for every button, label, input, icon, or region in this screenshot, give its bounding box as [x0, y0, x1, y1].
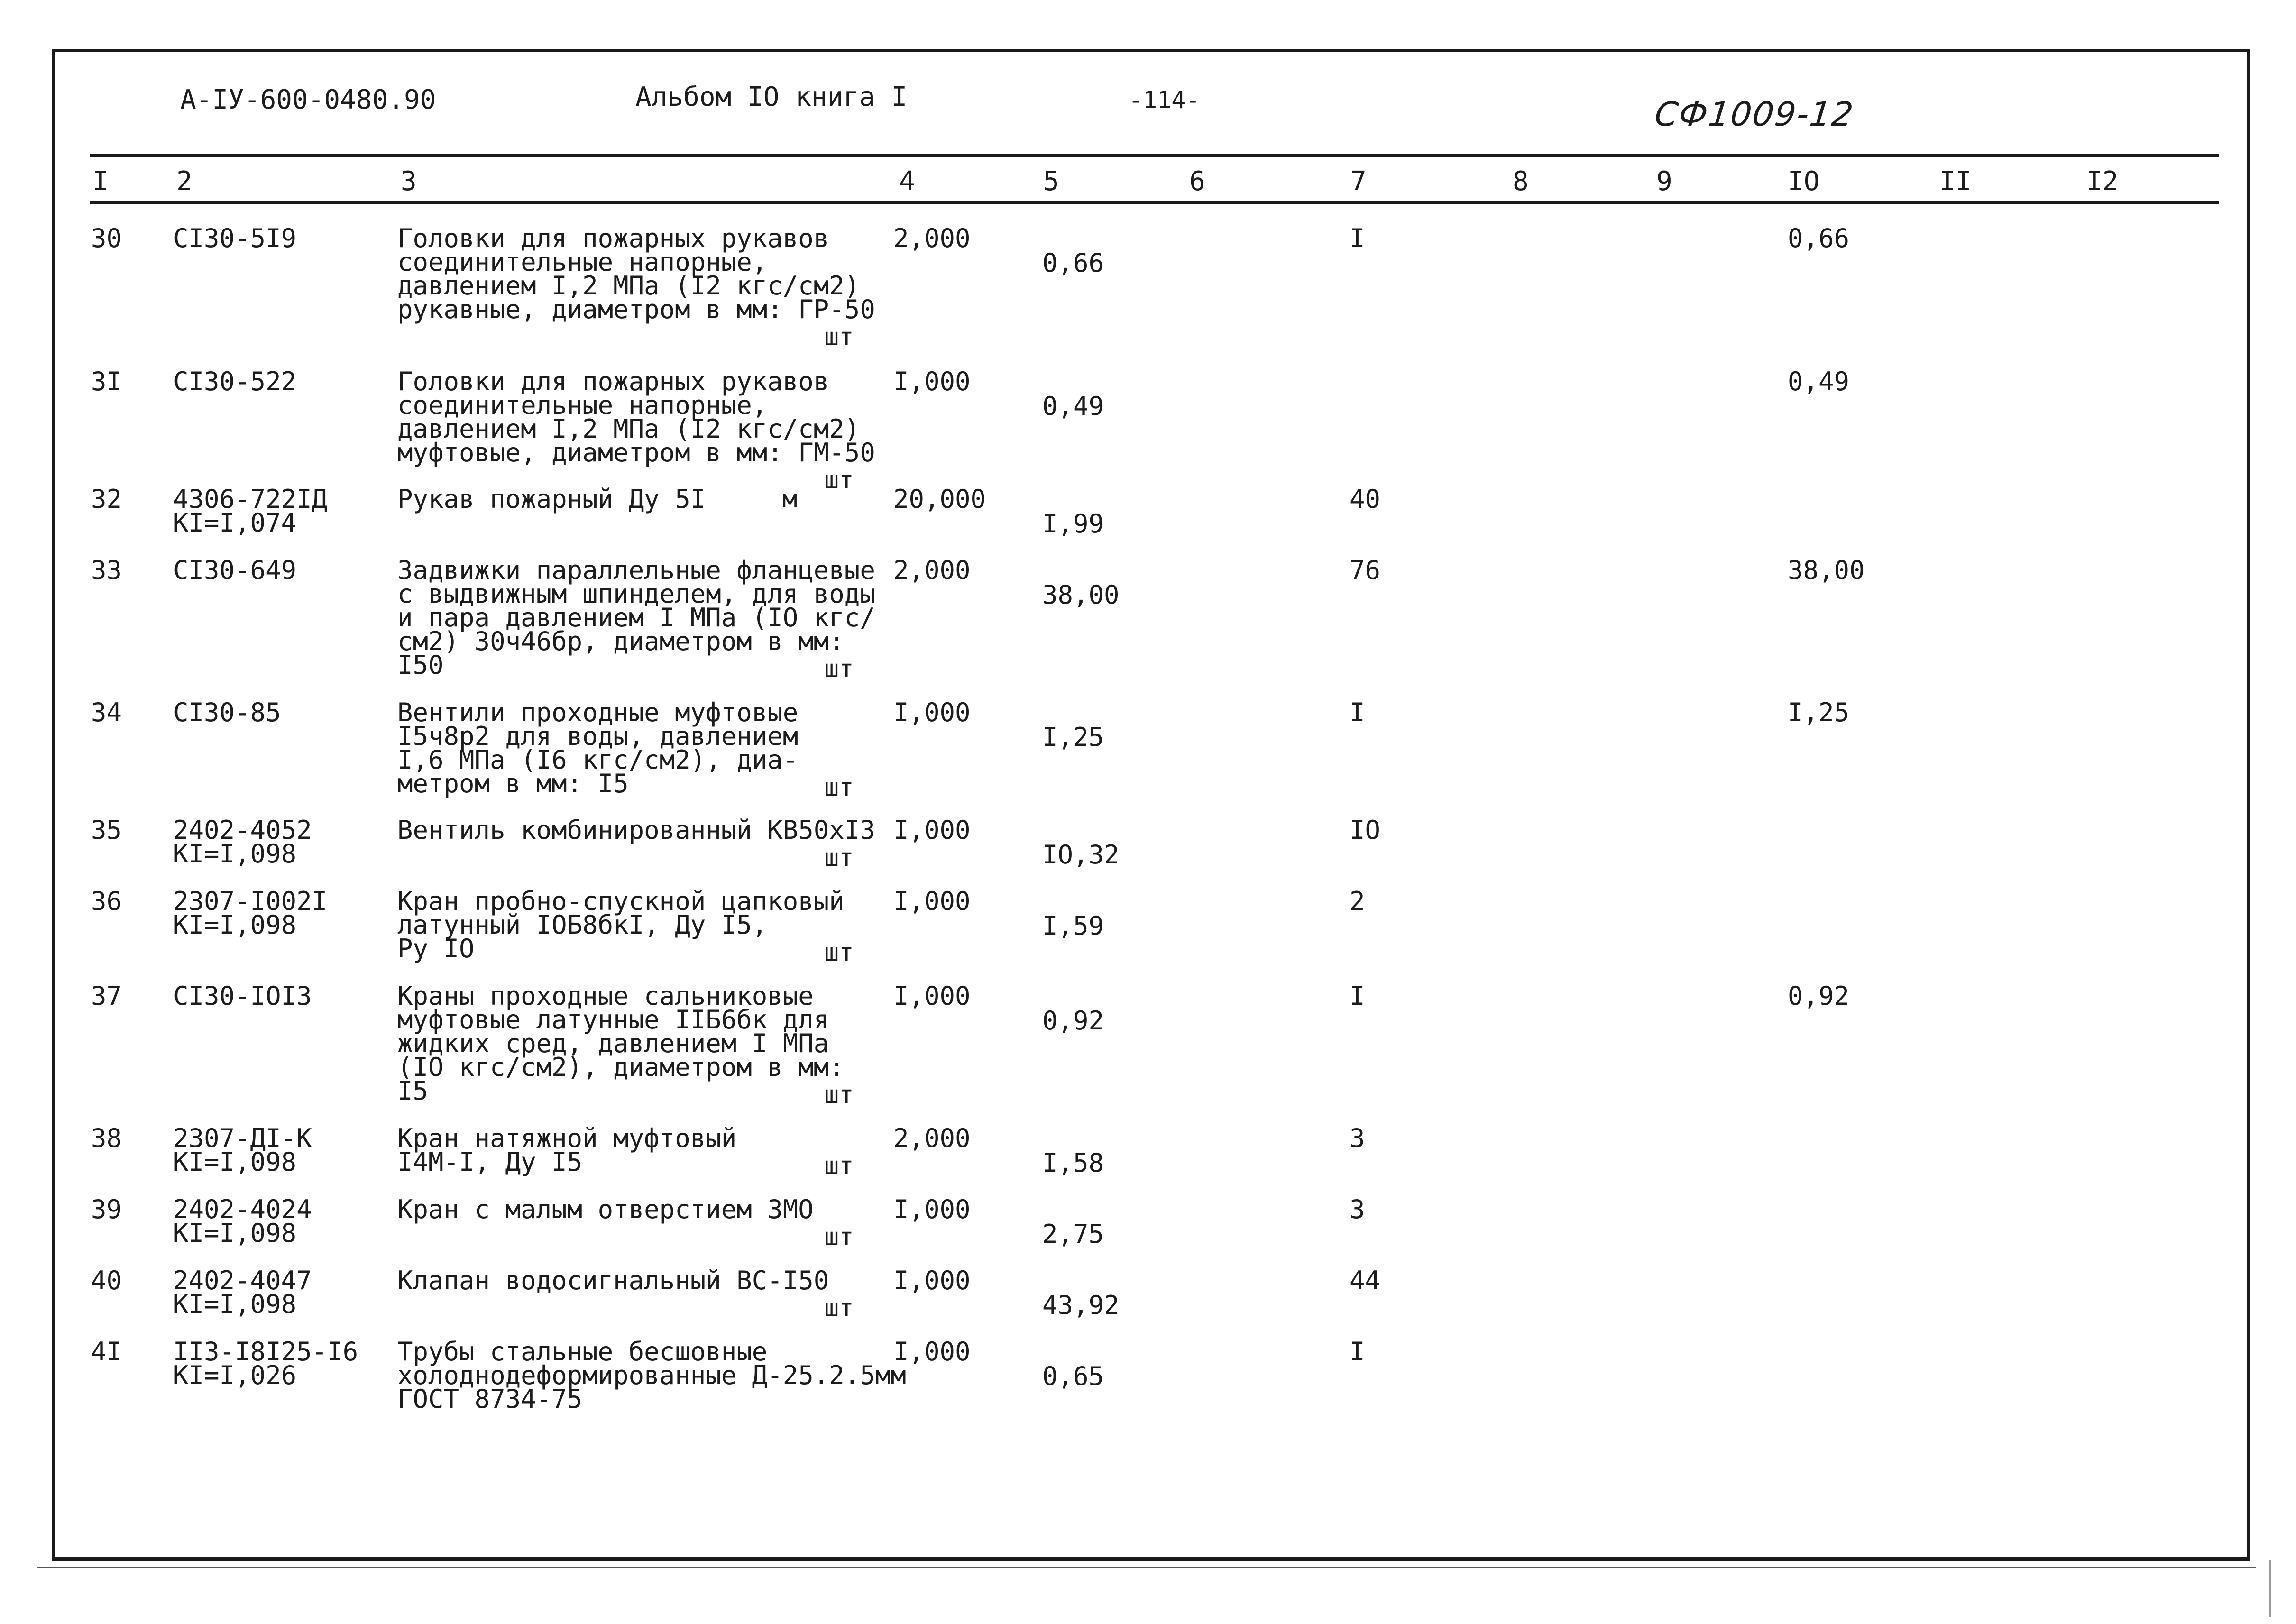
scan-edge — [37, 1567, 2256, 1568]
column-7-value: 76 — [1350, 555, 1381, 585]
column-7-value: I — [1350, 223, 1365, 253]
item-code: 2307-I002I KI=I,098 — [173, 886, 328, 940]
quantity: 2,000 — [893, 223, 971, 253]
column-5-value: 38,00 — [1042, 580, 1120, 610]
item-name: Рукав пожарный Ду 5I — [397, 484, 706, 514]
header-rule-bottom — [90, 201, 2219, 204]
column-5-value: 0,49 — [1042, 391, 1104, 421]
column-5-value: 0,66 — [1042, 248, 1104, 278]
column-number: 4 — [899, 166, 915, 197]
column-7-value: 3 — [1350, 1123, 1365, 1153]
item-unit: шт — [824, 1152, 854, 1180]
item-code: 2402-4052 KI=I,098 — [173, 815, 312, 869]
column-number: 5 — [1043, 166, 1059, 197]
item-code: 4306-722IД KI=I,074 — [173, 484, 328, 538]
column-5-value: 43,92 — [1042, 1290, 1120, 1320]
item-unit: шт — [824, 773, 854, 802]
column-10-value: 0,92 — [1788, 981, 1850, 1011]
scan-edge-vertical — [2269, 1560, 2271, 1617]
row-number: 30 — [91, 223, 122, 253]
item-unit: шт — [824, 655, 854, 683]
column-number: 7 — [1350, 166, 1367, 197]
column-7-value: IO — [1350, 815, 1381, 845]
item-name: Кран с малым отверстием 3МО — [397, 1194, 814, 1224]
quantity: I,000 — [893, 1194, 971, 1224]
column-10-value: 0,66 — [1788, 223, 1850, 253]
quantity: I,000 — [893, 981, 971, 1011]
column-5-value: 2,75 — [1042, 1219, 1104, 1249]
column-number: 6 — [1189, 166, 1205, 197]
item-name: Вентили проходные муфтовые I5ч8р2 для воды, давлением I,6 МПа (I6 кгс/см2), диа- метром в мм: I5 — [397, 697, 799, 798]
item-name: Головки для пожарных рукавов соединительные напорные, давлением I,2 МПа (I2 кгс/см2) рукавные, диаметром в мм: ГР-50 — [397, 223, 875, 324]
column-number: I2 — [2086, 166, 2119, 197]
header-rule-top — [90, 154, 2219, 157]
item-code: 2307-ДI-К KI=I,098 — [173, 1123, 312, 1177]
item-code: II3-I8I25-I6 KI=I,026 — [173, 1337, 358, 1390]
column-5-value: 0,92 — [1042, 1006, 1104, 1036]
item-name: Краны проходные сальниковые муфтовые латунные IIБ6бк для жидких сред, давлением I МПа (IO кгс/см2), диаметром в мм: I5 — [397, 981, 845, 1106]
column-7-value: 40 — [1350, 484, 1381, 514]
column-7-value: 2 — [1350, 886, 1365, 916]
item-name: Трубы стальные бесшовные холоднодеформированные Д-25.2.5мм ГОСТ 8734-75 — [397, 1337, 906, 1414]
album-title: Альбом IO книга I — [635, 82, 908, 112]
page-number: -114- — [1129, 86, 1200, 114]
item-name: Задвижки параллельные фланцевые с выдвижным шпинделем, для воды и пара давлением I МПа (IO кгс/ см2) 30ч46бр, диаметром в мм: I50 — [397, 555, 875, 680]
row-number: 39 — [91, 1194, 122, 1224]
column-7-value: 44 — [1350, 1266, 1381, 1295]
column-number: 3 — [401, 166, 417, 197]
quantity: I,000 — [893, 1266, 971, 1295]
row-number: 38 — [91, 1123, 122, 1153]
column-10-value: 38,00 — [1788, 555, 1865, 585]
quantity: I,000 — [893, 367, 971, 396]
item-code: CI30-85 — [173, 697, 281, 727]
column-5-value: I,59 — [1042, 911, 1104, 941]
row-number: 4I — [91, 1337, 122, 1367]
item-code: 2402-4024 KI=I,098 — [173, 1194, 312, 1248]
document-code: А-IУ-600-0480.90 — [180, 84, 436, 115]
column-number: II — [1939, 166, 1972, 197]
column-5-value: I,25 — [1042, 722, 1104, 752]
quantity: 2,000 — [893, 1123, 971, 1153]
column-7-value: I — [1350, 697, 1365, 727]
row-number: 40 — [91, 1266, 122, 1295]
item-code: 2402-4047 KI=I,098 — [173, 1266, 312, 1319]
item-unit: шт — [824, 1294, 854, 1322]
column-number: 2 — [176, 166, 193, 197]
row-number: 36 — [91, 886, 122, 916]
item-unit: шт — [824, 938, 854, 967]
column-7-value: I — [1350, 981, 1365, 1011]
item-code: CI30-649 — [173, 555, 297, 585]
item-unit: шт — [824, 1223, 854, 1251]
column-5-value: I,58 — [1042, 1148, 1104, 1178]
row-number: 33 — [91, 555, 122, 585]
item-unit: шт — [824, 323, 854, 351]
item-code: CI30-5I9 — [173, 223, 297, 253]
item-code: CI30-IOI3 — [173, 981, 312, 1011]
quantity: I,000 — [893, 815, 971, 845]
row-number: 32 — [91, 484, 122, 514]
quantity: I,000 — [893, 697, 971, 727]
column-number: IO — [1788, 166, 1820, 197]
column-5-value: IO,32 — [1042, 840, 1120, 870]
item-unit: шт — [824, 844, 854, 872]
page-frame — [52, 49, 2250, 1561]
column-5-value: I,99 — [1042, 509, 1104, 539]
column-number: 9 — [1656, 166, 1672, 197]
item-unit: м — [782, 485, 798, 514]
quantity: I,000 — [893, 886, 971, 916]
item-code: CI30-522 — [173, 367, 297, 396]
item-unit: шт — [824, 1081, 854, 1109]
quantity: 2,000 — [893, 555, 971, 585]
column-10-value: I,25 — [1788, 697, 1850, 727]
column-7-value: 3 — [1350, 1194, 1365, 1224]
row-number: 35 — [91, 815, 122, 845]
column-number: I — [92, 166, 109, 197]
item-name: Кран натяжной муфтовый I4М-I, Ду I5 — [397, 1123, 737, 1177]
column-5-value: 0,65 — [1042, 1361, 1104, 1391]
quantity: I,000 — [893, 1337, 971, 1367]
item-name: Кран пробно-спускной цапковый латунный IOБ8бкI, Ду I5, Ру IO — [397, 886, 845, 963]
item-name: Вентиль комбинированный КВ50хI3 — [397, 815, 875, 845]
item-unit: шт — [824, 466, 854, 495]
column-7-value: I — [1350, 1337, 1365, 1367]
item-name: Клапан водосигнальный ВС-I50 — [397, 1266, 829, 1295]
item-name: Головки для пожарных рукавов соединительные напорные, давлением I,2 МПа (I2 кгс/см2) муфтовые, диаметром в мм: ГМ-50 — [397, 367, 875, 468]
sheet-code: СФ1009-12 — [1653, 95, 1856, 134]
row-number: 37 — [91, 981, 122, 1011]
row-number: 34 — [91, 697, 122, 727]
column-10-value: 0,49 — [1788, 367, 1850, 396]
row-number: 3I — [91, 367, 122, 396]
column-number: 8 — [1513, 166, 1529, 197]
quantity: 20,000 — [893, 484, 986, 514]
